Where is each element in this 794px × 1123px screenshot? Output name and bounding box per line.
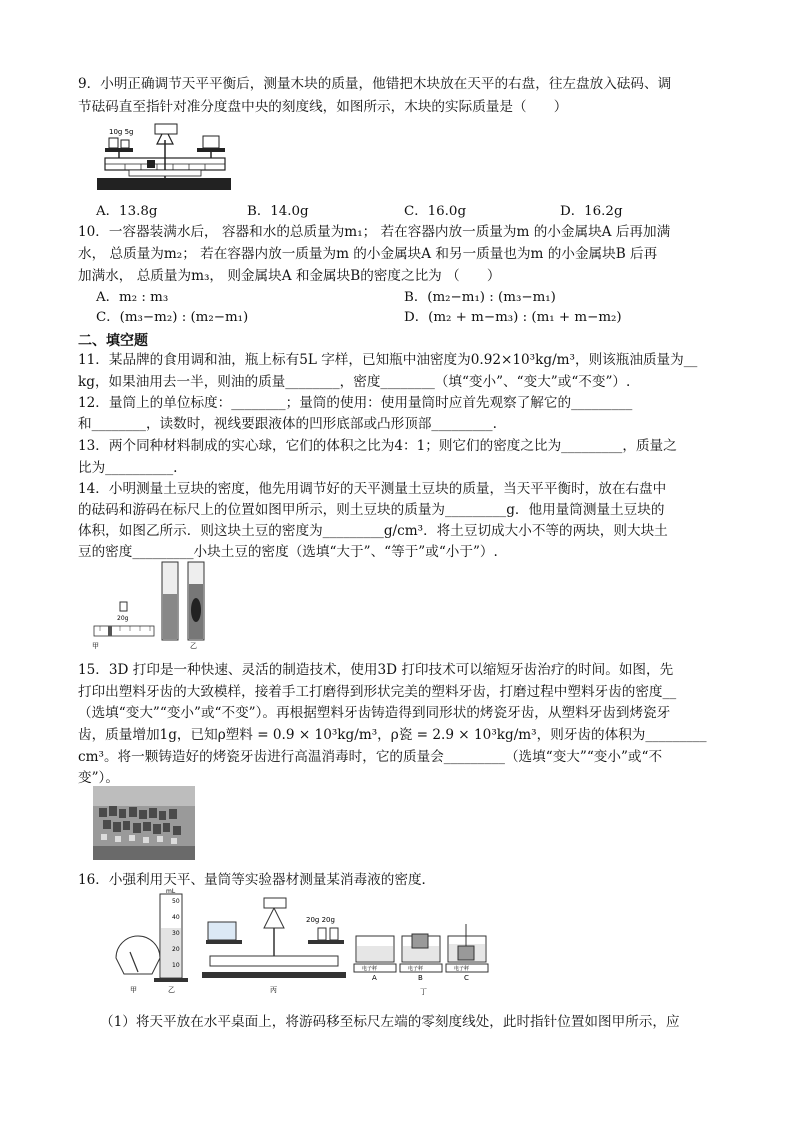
q10-option-d: D．(m₂ + m−m₃) : (m₁ + m−m₂) (404, 310, 622, 325)
q10-option-b: B．(m₂−m₁) : (m₃−m₁) (404, 290, 556, 305)
q16-sub-c: C (464, 974, 469, 982)
q14-line3: 体积，如图乙所示．则这块土豆的密度为_________g/cm³．将土豆切成大小不等的两块，则大块土 (78, 523, 668, 539)
q11-line1: 11．某品牌的食用调和油，瓶上标有5L 字样，已知瓶中油密度为0.92×10³kg/m³，则该瓶油质量为__ (78, 352, 698, 368)
q16-sub-b: B (418, 974, 423, 982)
q16-caption-yi: 乙 (168, 986, 175, 994)
q10-option-a: A．m₂ : m₃ (96, 290, 169, 305)
q16-cylinder-tick-20: 20 (172, 946, 180, 953)
q15-line1: 15．3D 打印是一种快速、灵活的制造技术，使用3D 打印技术可以缩短牙齿治疗的时间。如图，先 (78, 662, 674, 678)
q15-line5: cm³。将一颗铸造好的烤瓷牙齿进行高温消毒时，它的质量会_________（选填“变大”“变小”或“不 (78, 749, 663, 765)
q14-line4: 豆的密度_________小块土豆的密度（选填“大于”、“等于”或“小于”）. (78, 544, 498, 560)
q13-line2: 比为__________. (78, 460, 178, 476)
q16-caption-jia: 甲 (130, 986, 137, 994)
q16-weights-label: 20g 20g (306, 916, 335, 924)
q9-weights-label: 10g 5g (109, 128, 134, 136)
q16-caption-bing: 丙 (270, 986, 277, 994)
q10-line3: 加满水， 总质量为m₃， 则金属块A 和金属块B的密度之比为 （ ） (78, 268, 501, 284)
q14-caption-jia: 甲 (92, 642, 99, 650)
q15-3d-print-photo (93, 786, 195, 860)
q9-option-a: A．13.8g (96, 204, 158, 219)
q14-line1: 14．小明测量土豆块的密度，他先用调节好的天平测量土豆块的质量，当天平平衡时，放在右盘中 (78, 481, 667, 497)
q15-line2: 打印出塑料牙齿的大致模样，接着手工打磨得到形状完美的塑料牙齿，打磨过程中塑料牙齿的密度__ (78, 684, 677, 700)
q15-line6: 变”）。 (78, 770, 119, 786)
q14-weight-label: 20g (117, 615, 129, 622)
q16-line2: （1）将天平放在水平桌面上，将游码移至标尺左端的零刻度线处，此时指针位置如图甲所示，应 (100, 1014, 680, 1030)
q16-cylinder-tick-30: 30 (172, 930, 180, 937)
q9-option-d: D．16.2g (560, 204, 623, 219)
q15-line4: 齿，质量增加1g，已知ρ塑料 = 0.9 × 10³kg/m³，ρ瓷 = 2.9 × 10³kg/m³，则牙齿的体积为_________ (78, 727, 707, 743)
q15-line3: （选填“变大”“变小”或“不变”）。再根据塑料牙齿铸造得到同形状的烤瓷牙齿，从塑料牙齿到烤瓷牙 (78, 705, 671, 721)
q16-sub-a: A (372, 974, 377, 982)
q9-line1: 9．小明正确调节天平平衡后，测量木块的质量，他错把木块放在天平的右盘，往左盘放入砝码、调 (78, 76, 672, 92)
q11-line2: kg，如果油用去一半，则油的质量________，密度________（填“变小”、“变大”或“不变”）. (78, 374, 631, 390)
q9-line2: 节砝码直至指针对准分度盘中央的刻度线，如图所示，木块的实际质量是（ ） (78, 99, 568, 115)
q16-figure (110, 888, 500, 1000)
q13-line1: 13．两个同种材料制成的实心球，它们的体积之比为4：1；则它们的密度之比为_________，质量之 (78, 438, 677, 454)
q9-option-c: C．16.0g (404, 204, 467, 219)
q16-scale-label-b: 电子秤 (408, 966, 424, 972)
q10-line2: 水， 总质量为m₂； 若在容器内放一质量为m 的小金属块A 和另一质量也为m 的小金属块B 后再 (78, 246, 658, 262)
q9-option-b: B．14.0g (247, 204, 309, 219)
q12-line2: 和________，读数时，视线要跟液体的凹形底部或凸形顶部_________. (78, 416, 497, 432)
q16-cylinder-unit: mL (166, 888, 176, 895)
q16-scale-label-a: 电子秤 (362, 966, 378, 972)
q16-cylinder-tick-10: 10 (172, 962, 180, 969)
q14-line2: 的砝码和游码在标尺上的位置如图甲所示，则土豆块的质量为_________g．他用量筒测量土豆块的 (78, 502, 665, 518)
q16-cylinder-tick-50: 50 (172, 898, 180, 905)
q16-scale-label-c: 电子秤 (454, 966, 470, 972)
q10-line1: 10．一容器装满水后， 容器和水的总质量为m₁； 若在容器内放一质量为m 的小金属块A 后再加满 (78, 224, 671, 240)
q14-caption-yi: 乙 (190, 642, 197, 650)
q10-option-c: C．(m₃−m₂) : (m₂−m₁) (96, 310, 249, 325)
q16-cylinder-tick-40: 40 (172, 914, 180, 921)
q16-line1: 16．小强利用天平、量筒等实验器材测量某消毒液的密度． (78, 872, 436, 888)
q14-figure (90, 560, 220, 650)
section-heading-fill-blank: 二、填空题 (78, 333, 148, 349)
q16-caption-ding: 丁 (420, 988, 427, 996)
q9-balance-figure (95, 120, 235, 192)
q12-line1: 12．量筒上的单位标度：________；量筒的使用：使用量筒时应首先观察了解它的_________ (78, 395, 633, 411)
